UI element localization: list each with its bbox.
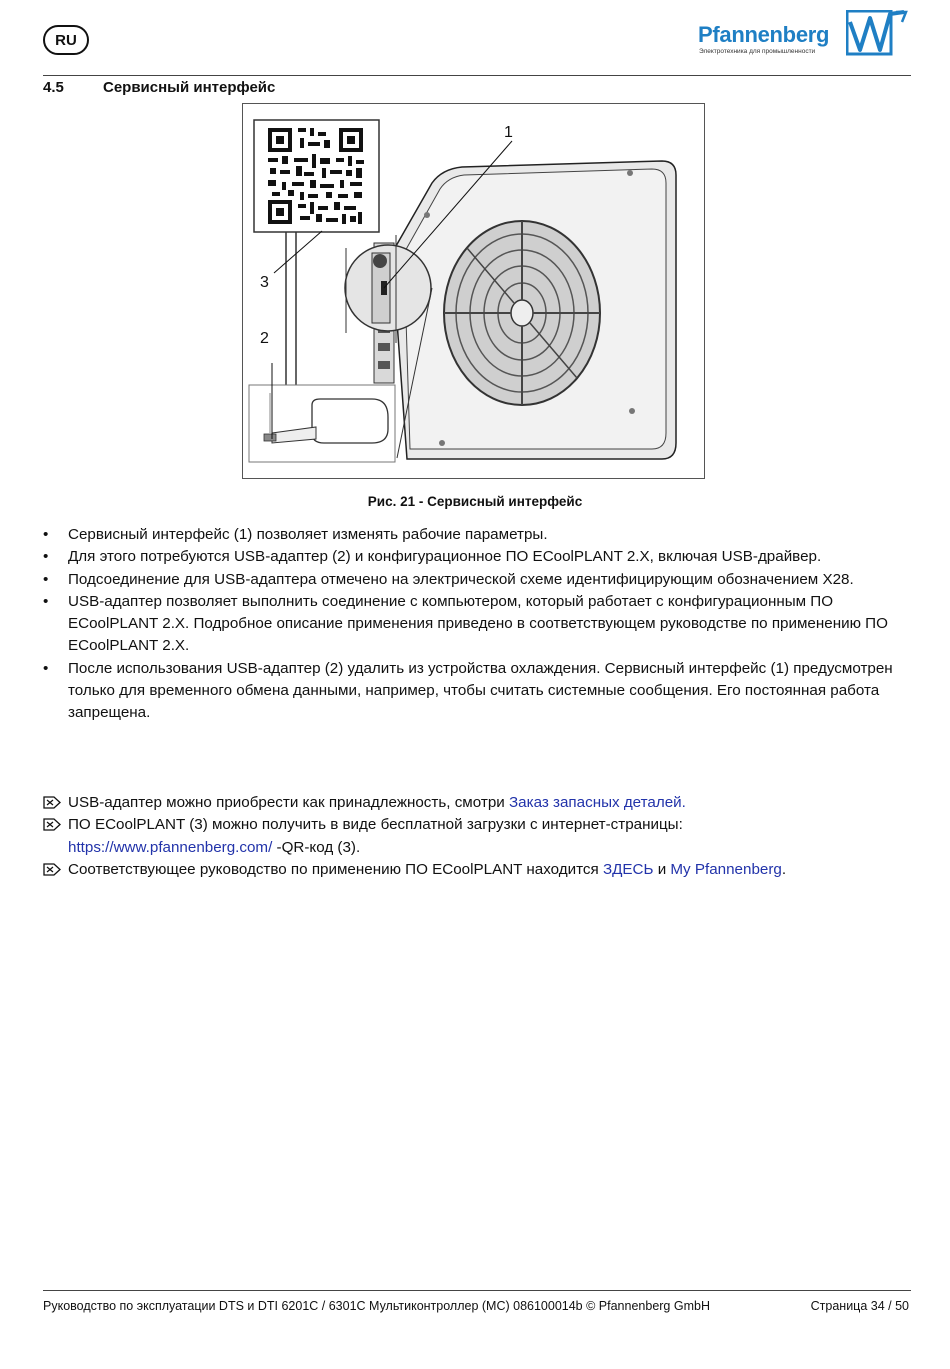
list-item: • Подсоединение для USB-адаптера отмечено на электрической схеме идентифицирующим обозначением X28. [43, 569, 913, 591]
logo-tagline: Электротехника для промышленности [699, 48, 816, 55]
usb-adapter-inset [249, 385, 395, 462]
section-title: Сервисный интерфейс [103, 79, 276, 96]
figure-caption: Рис. 21 - Сервисный интерфейс [367, 494, 583, 509]
list-item: • USB-адаптер позволяет выполнить соединение с компьютером, который работает с конфигурационным ПО ECoolPLANT 2.X. Подробное описание применения приведено в соответствующем руководстве по применению ПО ECoolPLANT 2.X. [43, 591, 913, 658]
note-text: . [781, 860, 787, 878]
logo-wordmark: Pfannenberg [698, 22, 830, 47]
fan-illustration [444, 221, 600, 405]
note-text: USB-адаптер можно приобрести как принадлежность, смотри [68, 794, 509, 811]
note-text: Соответствующее руководство по применению ПО ECoolPLANT находится [68, 860, 603, 878]
note-text: -QR-код (3). [272, 838, 361, 856]
list-item: • Для этого потребуются USB-адаптер (2) и конфигурационное ПО ECoolPLANT 2.X, включая USB-драйвер. [43, 546, 913, 568]
bullet-list [43, 524, 913, 725]
callout-3: 3 [260, 274, 269, 291]
pfannenberg-website-link[interactable]: https://www.pfannenberg.com/ [68, 838, 273, 856]
note-item [43, 814, 913, 859]
spare-parts-link[interactable]: Заказ запасных деталей. [508, 794, 686, 811]
header-divider [43, 75, 911, 76]
note-text: ПО ECoolPLANT (3) можно получить в виде бесплатной загрузки с интернет-страницы: [68, 816, 683, 834]
qr-code [254, 120, 379, 232]
callout-1: 1 [504, 124, 513, 141]
here-link[interactable]: ЗДЕСЬ [602, 860, 654, 878]
footer-document-info: Руководство по эксплуатации DTS и DTI 6201C / 6301C Мультиконтроллер (MC) 086100014b © Pfannenberg GmbH [43, 1299, 710, 1313]
my-pfannenberg-link[interactable]: My Pfannenberg [670, 860, 782, 878]
notes-block [43, 792, 913, 881]
service-interface-figure [242, 103, 705, 479]
callout-2: 2 [260, 330, 269, 347]
arrow-hint-icon [43, 796, 61, 809]
list-item: • Сервисный интерфейс (1) позволяет изменять рабочие параметры. [43, 524, 913, 546]
arrow-hint-icon [43, 818, 61, 831]
pfannenberg-logo [698, 8, 910, 58]
footer-page-number: Страница 34 / 50 [810, 1299, 909, 1313]
footer-divider [43, 1290, 911, 1291]
language-badge: RU [43, 25, 89, 55]
arrow-hint-icon [43, 863, 61, 876]
note-item [43, 859, 913, 881]
section-number: 4.5 [43, 79, 64, 96]
note-item [43, 792, 913, 814]
list-item: • После использования USB-адаптер (2) удалить из устройства охлаждения. Сервисный интерфейс (1) предусмотрен только для временного обмена данными, например, чтобы считать системные сообщения. Его постоянная работа запрещена. [43, 658, 913, 725]
section-heading [43, 79, 275, 96]
logo-wave-icon [846, 10, 908, 56]
note-text: и [653, 860, 671, 878]
